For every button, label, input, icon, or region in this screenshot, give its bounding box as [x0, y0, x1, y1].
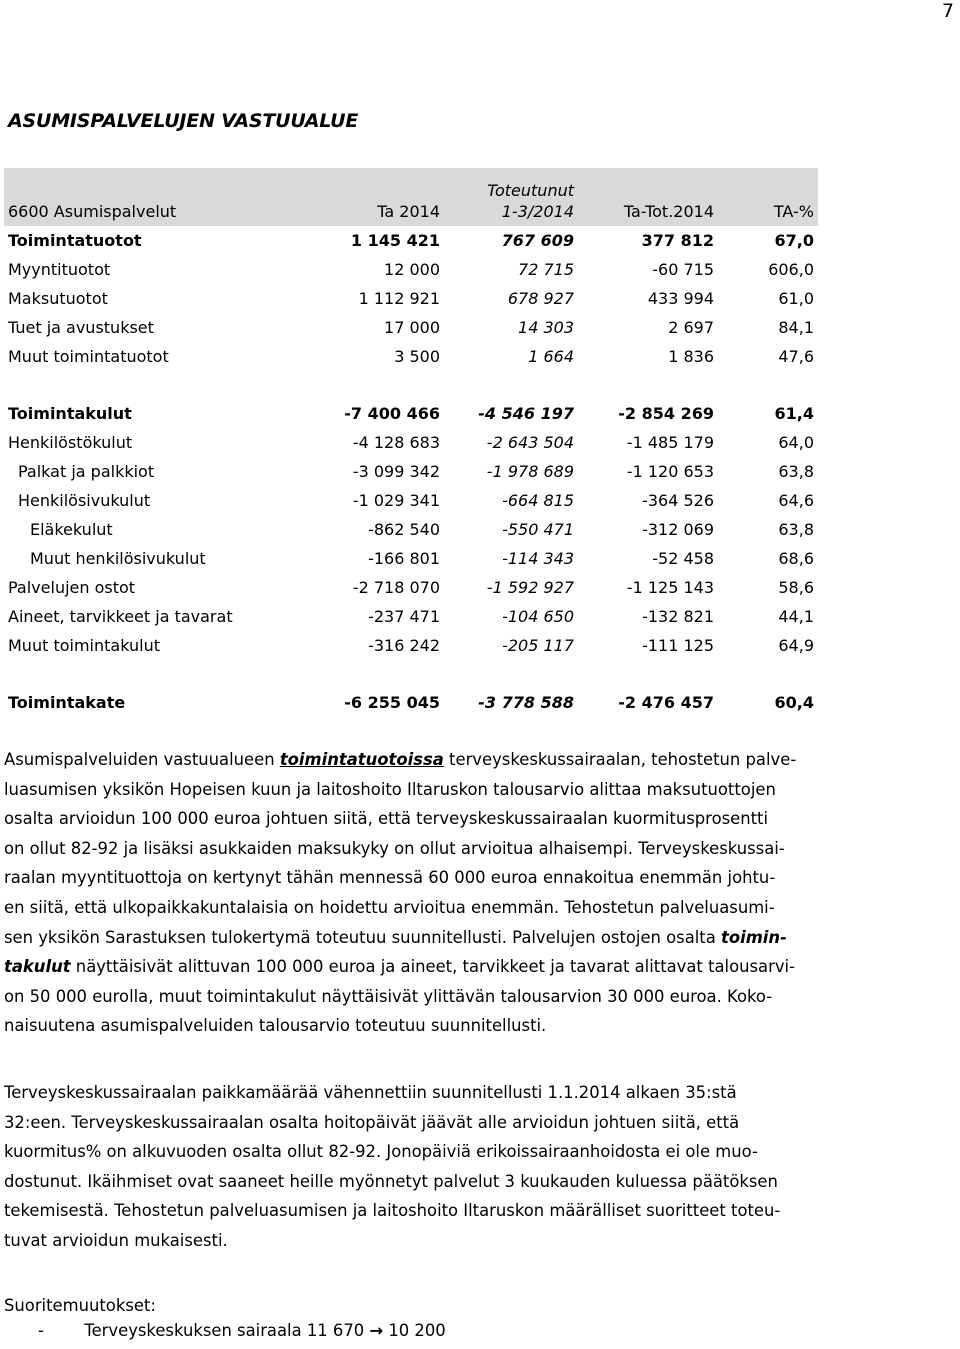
row-ta2014: -7 400 466: [344, 403, 440, 423]
text-line: [4, 923, 956, 953]
table-row: [4, 342, 818, 371]
header-toteutunut: [444, 168, 578, 226]
header-toteutunut-line2: 1-3/2014: [501, 202, 574, 221]
bullet-dash: -: [38, 1321, 44, 1340]
text-line: Terveyskeskussairaalan paikkamäärää vähennettiin suunnitellusti 1.1.2014 alkaen 35:stä: [4, 1083, 737, 1102]
row-toteutunut: -205 117: [502, 635, 574, 655]
text-line: luasumisen yksikön Hopeisen kuun ja laitoshoito Iltaruskon talousarvio alittaa maksutuottojen: [4, 779, 776, 799]
row-ta2014: 17 000: [384, 317, 440, 337]
row-toteutunut: -104 650: [502, 606, 574, 626]
row-ta-percent: 63,8: [778, 461, 814, 481]
row-ta-percent: 61,0: [778, 288, 814, 308]
row-label: Muut henkilösivukulut: [30, 548, 206, 568]
table-row: [4, 515, 818, 544]
row-ta2014: 1 112 921: [358, 288, 440, 308]
row-toteutunut: -4 546 197: [478, 403, 574, 423]
table-row: [4, 255, 818, 284]
budget-table: [4, 168, 818, 717]
row-ta-percent: 68,6: [778, 548, 814, 568]
row-toteutunut: -2 643 504: [486, 432, 574, 452]
row-ta-percent: 58,6: [778, 577, 814, 597]
row-ta-percent: 47,6: [778, 346, 814, 366]
row-ta2014: -862 540: [368, 519, 440, 539]
row-ta-percent: 84,1: [778, 317, 814, 337]
row-ta2014: -4 128 683: [352, 432, 440, 452]
table-row: [4, 226, 818, 255]
header-ta-percent: TA-%: [773, 202, 814, 221]
row-label: Toimintatuotot: [8, 230, 142, 250]
table-row: [4, 602, 818, 631]
text-span: näyttäisivät alittuvan 100 000 euroa ja aineet, tarvikkeet ja tavarat alittavat talousarvi-: [70, 957, 795, 977]
row-ta-percent: 64,6: [778, 490, 814, 510]
row-toteutunut: 1 664: [528, 346, 574, 366]
row-ta-tot: -1 485 179: [626, 432, 714, 452]
row-toteutunut: 678 927: [507, 288, 574, 308]
text-line: [4, 952, 956, 982]
table-row: [4, 457, 818, 486]
row-ta2014: 3 500: [394, 346, 440, 366]
row-ta2014: -237 471: [368, 606, 440, 626]
row-ta-tot: -60 715: [652, 259, 714, 279]
row-ta-percent: 64,0: [778, 432, 814, 452]
header-toteutunut-line1: Toteutunut: [487, 181, 574, 200]
table-spacer: [4, 660, 818, 688]
row-ta-tot: 1 836: [668, 346, 714, 366]
table-row: [4, 313, 818, 342]
row-toteutunut: -3 778 588: [478, 692, 574, 712]
row-ta-tot: -52 458: [652, 548, 714, 568]
text-line: naisuutena asumispalveluiden talousarvio toteutuu suunnitellusti.: [4, 1016, 547, 1036]
paragraph-hospital: [4, 1078, 956, 1256]
row-label: Muut toimintakulut: [8, 635, 160, 655]
row-toteutunut: 14 303: [518, 317, 574, 337]
paragraph-revenue-analysis: [4, 745, 956, 1041]
row-toteutunut: -1 978 689: [486, 461, 574, 481]
table-total-row: [4, 688, 818, 717]
text-line: osalta arvioidun 100 000 euroa johtuen siitä, että terveyskeskussairaalan kuormitusprosentti: [4, 809, 769, 829]
row-label: Aineet, tarvikkeet ja tavarat: [8, 606, 233, 626]
row-label: Palvelujen ostot: [8, 577, 136, 597]
highlight-toimintakulut-b: takulut: [4, 957, 71, 977]
row-ta-percent: 64,9: [778, 635, 814, 655]
table-row: [4, 284, 818, 313]
suorite-list-item: [38, 1321, 446, 1340]
row-label: Muut toimintatuotot: [8, 346, 169, 366]
row-label: Palkat ja palkkiot: [18, 461, 155, 481]
row-ta2014: -166 801: [368, 548, 440, 568]
highlight-toimintatuotoissa: toimintatuotoissa: [279, 750, 444, 769]
table-row: [4, 544, 818, 573]
row-ta-percent: 606,0: [768, 259, 814, 279]
suorite-item-label: Terveyskeskuksen sairaala 11 670: [84, 1321, 365, 1340]
suorite-item-value: 10 200: [388, 1321, 446, 1340]
text-line: en siitä, että ulkopaikkakuntalaisia on hoidettu arvioitua enemmän. Tehostetun palveluasumi-: [4, 897, 775, 917]
arrow-right-icon: →: [369, 1321, 384, 1340]
row-label: Toimintakate: [8, 692, 126, 712]
row-ta-tot: 377 812: [641, 230, 714, 250]
text-line: dostunut. Ikäihmiset ovat saaneet heille myönnetyt palvelut 3 kuukauden kuluessa päätöksen: [4, 1171, 778, 1191]
row-ta-percent: 44,1: [778, 606, 814, 626]
text-span: sen yksikön Sarastuksen tulokertymä toteutuu suunnitellusti. Palvelujen ostojen osalta: [4, 927, 721, 947]
table-spacer: [4, 371, 818, 399]
text-line: kuormitus% on alkuvuoden osalta ollut 82-92. Jonopäiviä erikoissairaanhoidosta ei ole muo-: [4, 1142, 758, 1162]
text-line: tuvat arvioidun mukaisesti.: [4, 1230, 228, 1250]
text-line: tekemisestä. Tehostetun palveluasumisen ja laitoshoito Iltaruskon määrälliset suoritteet toteu-: [4, 1201, 781, 1221]
row-ta-tot: -132 821: [642, 606, 714, 626]
row-label: Henkilösivukulut: [18, 490, 151, 510]
row-ta-tot: -2 854 269: [618, 403, 714, 423]
suorite-heading: Suoritemuutokset:: [4, 1296, 156, 1315]
text-line: on 50 000 eurolla, muut toimintakulut näyttäisivät ylittävän talousarvion 30 000 euroa. Koko-: [4, 986, 773, 1006]
row-ta2014: -6 255 045: [344, 692, 440, 712]
row-toteutunut: -550 471: [502, 519, 574, 539]
row-label: Eläkekulut: [30, 519, 113, 539]
row-ta-percent: 60,4: [774, 692, 814, 712]
row-ta2014: 12 000: [384, 259, 440, 279]
text-span: Asumispalveluiden vastuualueen: [4, 750, 280, 769]
row-ta-tot: -312 069: [642, 519, 714, 539]
row-ta-tot: -111 125: [642, 635, 714, 655]
row-ta-tot: -364 526: [642, 490, 714, 510]
page-number: 7: [941, 0, 954, 22]
row-toteutunut: -664 815: [502, 490, 574, 510]
row-ta-tot: 433 994: [647, 288, 714, 308]
row-ta-tot: -1 120 653: [626, 461, 714, 481]
text-line: [4, 745, 956, 775]
header-ta-tot: Ta-Tot.2014: [623, 202, 714, 221]
highlight-toimintakulut-a: toimin-: [721, 927, 787, 947]
text-line: on ollut 82-92 ja lisäksi asukkaiden maksukyky on ollut arvioitua alhaisempi. Terveyskeskussai-: [4, 838, 785, 858]
header-label: 6600 Asumispalvelut: [8, 202, 177, 221]
row-toteutunut: 767 609: [501, 230, 574, 250]
section-title: ASUMISPALVELUJEN VASTUUALUE: [8, 110, 359, 132]
row-ta2014: -316 242: [368, 635, 440, 655]
row-ta-tot: 2 697: [668, 317, 714, 337]
row-label: Toimintakulut: [8, 403, 132, 423]
row-ta-percent: 61,4: [774, 403, 814, 423]
row-label: Henkilöstökulut: [8, 432, 133, 452]
text-span: terveyskeskussairaalan, tehostetun palve-: [443, 750, 797, 769]
header-ta2014: Ta 2014: [377, 202, 440, 221]
row-label: Tuet ja avustukset: [8, 317, 154, 337]
text-line: 32:een. Terveyskeskussairaalan osalta hoitopäivät jäävät alle arvioidun johtuen siitä, että: [4, 1112, 740, 1132]
row-ta-tot: -1 125 143: [626, 577, 714, 597]
row-ta-tot: -2 476 457: [618, 692, 714, 712]
row-ta2014: -1 029 341: [352, 490, 440, 510]
row-ta-percent: 67,0: [774, 230, 814, 250]
row-ta2014: -2 718 070: [352, 577, 440, 597]
row-ta2014: 1 145 421: [350, 230, 440, 250]
table-row: [4, 631, 818, 660]
row-toteutunut: -114 343: [502, 548, 574, 568]
table-header-row: [4, 168, 818, 226]
table-row: [4, 486, 818, 515]
text-line: raalan myyntituottoja on kertynyt tähän mennessä 60 000 euroa ennakoitua enemmän johtu-: [4, 868, 776, 888]
row-toteutunut: -1 592 927: [486, 577, 574, 597]
table-row: [4, 428, 818, 457]
row-ta-percent: 63,8: [778, 519, 814, 539]
row-label: Maksutuotot: [8, 288, 108, 308]
table-row: [4, 573, 818, 602]
row-ta2014: -3 099 342: [352, 461, 440, 481]
row-label: Myyntituotot: [8, 259, 111, 279]
table-row: [4, 399, 818, 428]
row-toteutunut: 72 715: [518, 259, 574, 279]
